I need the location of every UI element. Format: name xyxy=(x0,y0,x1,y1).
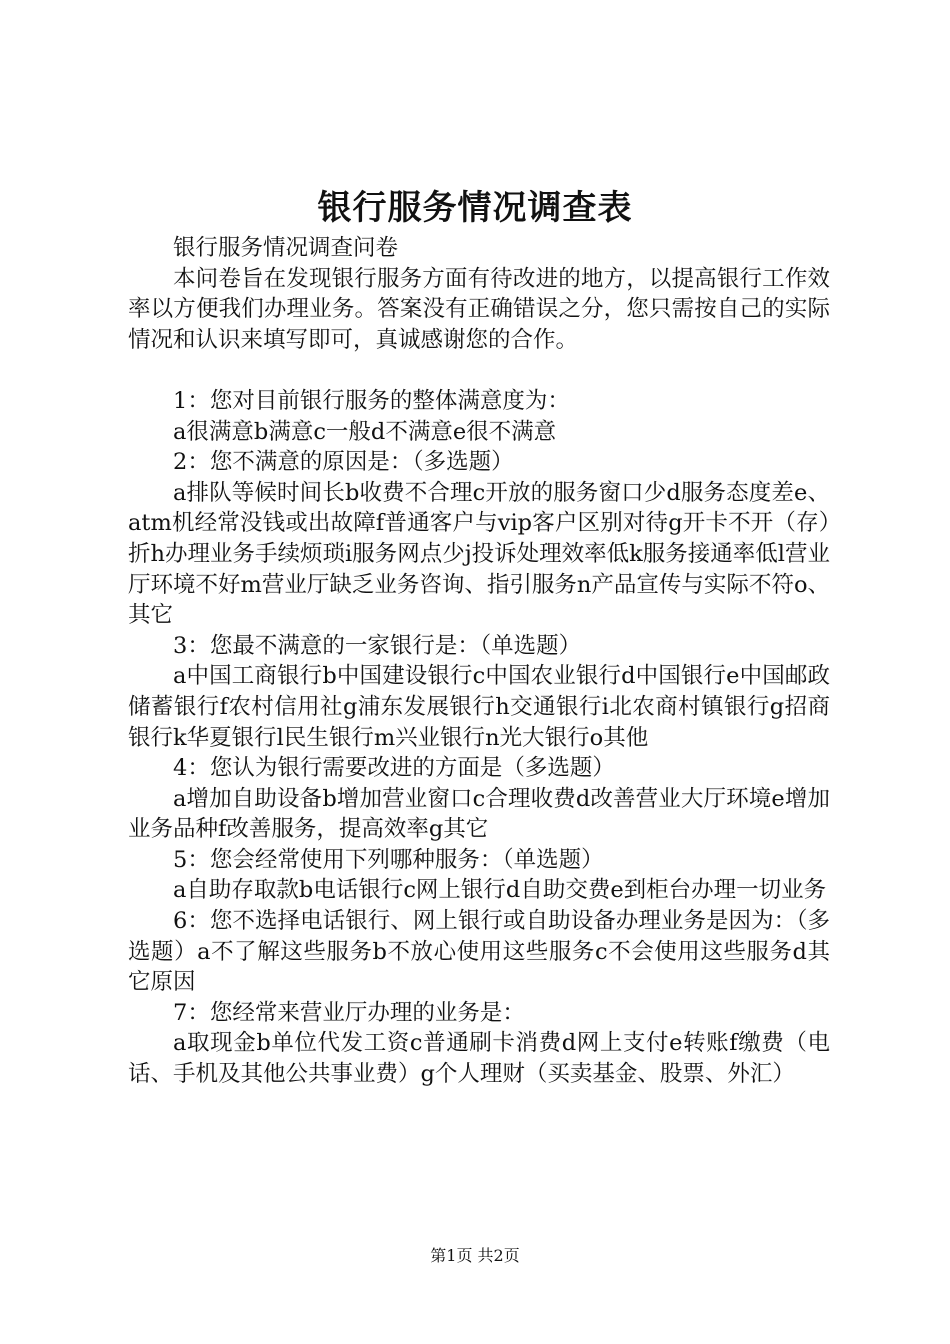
question-3-options: a中国工商银行b中国建设银行c中国农业银行d中国银行e中国邮政储蓄银行f农村信用社g浦东发展银行h交通银行i北农商村镇银行g招商银行k华夏银行l民生银行m兴业银行n光大银行o其他 xyxy=(128,663,830,751)
intro-paragraph: 本问卷旨在发现银行服务方面有待改进的地方，以提高银行工作效率以方便我们办理业务。答案没有正确错误之分，您只需按自己的实际情况和认识来填写即可，真诚感谢您的合作。 xyxy=(128,265,830,353)
question-7-options: a取现金b单位代发工资c普通刷卡消费d网上支付e转账f缴费（电话、手机及其他公共事业费）g个人理财（买卖基金、股票、外汇） xyxy=(128,1030,830,1088)
question-6: 6：您不选择电话银行、网上银行或自助设备办理业务是因为：（多选题）a不了解这些服务b不放心使用这些服务c不会使用这些服务d其它原因 xyxy=(128,908,830,996)
blank-line xyxy=(128,355,830,386)
question-1: 1：您对目前银行服务的整体满意度为： xyxy=(173,387,570,414)
question-1-options: a很满意b满意c一般d不满意e很不满意 xyxy=(173,418,557,445)
question-2-options: a排队等候时间长b收费不合理c开放的服务窗口少d服务态度差e、atm机经常没钱或出故障f普通客户与vip客户区别对待g开卡不开（存）折h办理业务手续烦琐i服务网点少j投诉处理效率低k服务接通率低l营业厅环境不好m营业厅缺乏业务咨询、指引服务n产品宣传与实际不符o、其它 xyxy=(128,479,830,629)
page-title: 银行服务情况调查表 xyxy=(317,188,633,228)
question-7: 7：您经常来营业厅办理的业务是： xyxy=(173,999,525,1026)
question-5-options: a自助存取款b电话银行c网上银行d自助交费e到柜台办理一切业务 xyxy=(173,877,827,904)
survey-subtitle: 银行服务情况调查问卷 xyxy=(173,235,399,261)
question-5: 5：您会经常使用下列哪种服务：（单选题） xyxy=(173,846,604,873)
question-3: 3：您最不满意的一家银行是：（单选题） xyxy=(173,632,582,659)
question-2: 2：您不满意的原因是：（多选题） xyxy=(173,449,514,476)
question-4: 4：您认为银行需要改进的方面是（多选题） xyxy=(173,755,615,782)
question-4-options: a增加自助设备b增加营业窗口c合理收费d改善营业大厅环境e增加业务品种f改善服务，提高效率g其它 xyxy=(128,785,830,843)
page-number-footer: 第1页 共2页 xyxy=(430,1246,520,1265)
document-body xyxy=(128,233,830,1090)
